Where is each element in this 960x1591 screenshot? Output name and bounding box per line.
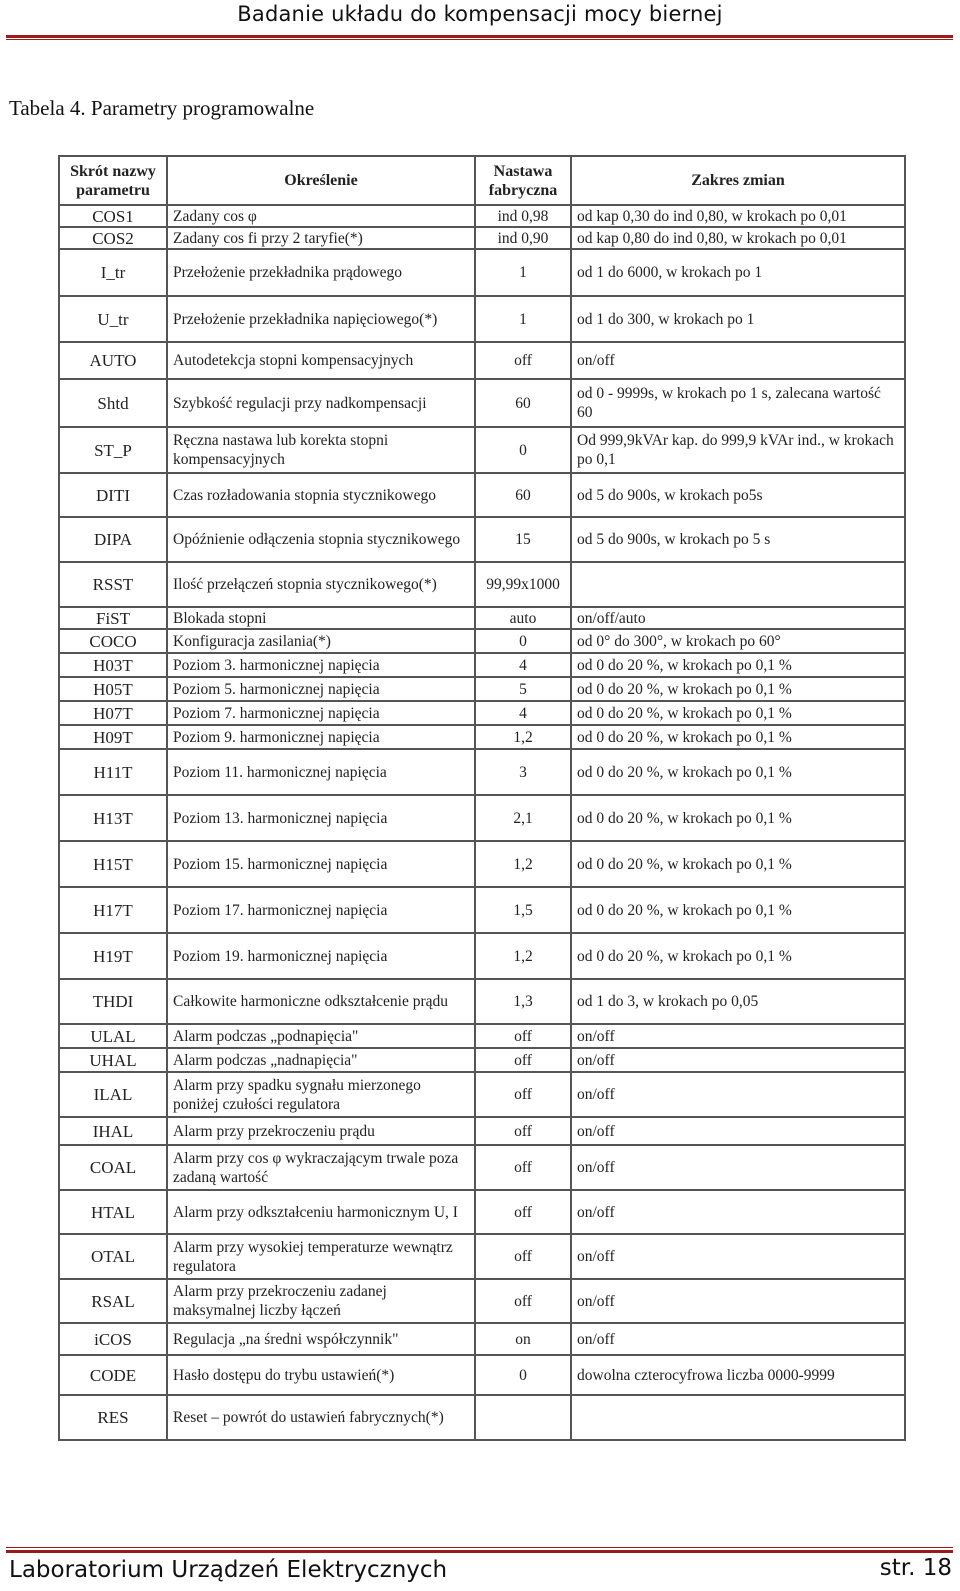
cell-factory-default: off	[475, 1117, 571, 1145]
cell-range: on/off	[571, 1234, 905, 1279]
cell-factory-default: off	[475, 1145, 571, 1190]
cell-range	[571, 562, 905, 607]
cell-description: Ręczna nastawa lub korekta stopni kompensacyjnych	[167, 427, 475, 473]
cell-range: od kap 0,30 do ind 0,80, w krokach po 0,01	[571, 205, 905, 227]
cell-factory-default: 1,2	[475, 841, 571, 887]
cell-factory-default: off	[475, 1072, 571, 1117]
cell-description: Poziom 13. harmonicznej napięcia	[167, 795, 475, 841]
cell-description: Alarm przy przekroczeniu prądu	[167, 1117, 475, 1145]
cell-range: on/off	[571, 1145, 905, 1190]
cell-description: Przełożenie przekładnika napięciowego(*)	[167, 296, 475, 342]
cell-factory-default: 99,99x1000	[475, 562, 571, 607]
cell-factory-default: 1,5	[475, 887, 571, 933]
cell-parameter-code: OTAL	[59, 1234, 167, 1279]
cell-range: on/off	[571, 1323, 905, 1355]
cell-description: Alarm przy spadku sygnału mierzonego poniżej czułości regulatora	[167, 1072, 475, 1117]
cell-range: on/off	[571, 1279, 905, 1323]
cell-factory-default: off	[475, 1279, 571, 1323]
cell-range: on/off	[571, 342, 905, 379]
table-body	[59, 205, 905, 1440]
cell-parameter-code: DIPA	[59, 517, 167, 562]
cell-factory-default: 3	[475, 749, 571, 795]
cell-factory-default: 0	[475, 629, 571, 653]
cell-parameter-code: RES	[59, 1395, 167, 1440]
cell-factory-default: 4	[475, 653, 571, 677]
cell-factory-default: off	[475, 1190, 571, 1234]
cell-factory-default: 1,2	[475, 933, 571, 979]
cell-description: Alarm przy przekroczeniu zadanej maksymalnej liczby łączeń	[167, 1279, 475, 1323]
cell-parameter-code: HTAL	[59, 1190, 167, 1234]
table-row	[59, 473, 905, 517]
cell-description: Alarm przy cos φ wykraczającym trwale poza zadaną wartość	[167, 1145, 475, 1190]
cell-parameter-code: H05T	[59, 677, 167, 701]
cell-factory-default: on	[475, 1323, 571, 1355]
cell-parameter-code: COS2	[59, 227, 167, 249]
table-row	[59, 227, 905, 249]
cell-parameter-code: DITI	[59, 473, 167, 517]
header-rule	[6, 35, 953, 38]
cell-description: Zadany cos fi przy 2 taryfie(*)	[167, 227, 475, 249]
table-row	[59, 1323, 905, 1355]
cell-description: Regulacja „na średni współczynnik"	[167, 1323, 475, 1355]
table-row	[59, 653, 905, 677]
cell-description: Poziom 9. harmonicznej napięcia	[167, 725, 475, 749]
table-row	[59, 979, 905, 1024]
table-row	[59, 1190, 905, 1234]
cell-description: Ilość przełączeń stopnia stycznikowego(*)	[167, 562, 475, 607]
cell-range: od 0 do 20 %, w krokach po 0,1 %	[571, 749, 905, 795]
cell-parameter-code: RSAL	[59, 1279, 167, 1323]
cell-description: Czas rozładowania stopnia stycznikowego	[167, 473, 475, 517]
cell-parameter-code: CODE	[59, 1355, 167, 1395]
cell-factory-default: auto	[475, 607, 571, 629]
cell-factory-default: off	[475, 1024, 571, 1048]
cell-range: od 1 do 300, w krokach po 1	[571, 296, 905, 342]
table-row	[59, 725, 905, 749]
cell-parameter-code: RSST	[59, 562, 167, 607]
cell-factory-default: off	[475, 342, 571, 379]
cell-parameter-code: THDI	[59, 979, 167, 1024]
cell-description: Alarm podczas „podnapięcia"	[167, 1024, 475, 1048]
cell-parameter-code: ULAL	[59, 1024, 167, 1048]
cell-description: Autodetekcja stopni kompensacyjnych	[167, 342, 475, 379]
footer-page-number: str. 18	[879, 1555, 952, 1581]
cell-factory-default: 1	[475, 249, 571, 296]
cell-parameter-code: U_tr	[59, 296, 167, 342]
cell-description: Poziom 7. harmonicznej napięcia	[167, 701, 475, 725]
table-row	[59, 342, 905, 379]
table-row	[59, 1395, 905, 1440]
column-header-range: Zakres zmian	[571, 156, 905, 205]
cell-description: Poziom 5. harmonicznej napięcia	[167, 677, 475, 701]
cell-parameter-code: H09T	[59, 725, 167, 749]
cell-range: od 0 do 20 %, w krokach po 0,1 %	[571, 725, 905, 749]
cell-description: Poziom 19. harmonicznej napięcia	[167, 933, 475, 979]
cell-factory-default: ind 0,98	[475, 205, 571, 227]
table-caption: Tabela 4. Parametry programowalne	[9, 96, 315, 120]
table-row	[59, 607, 905, 629]
cell-factory-default	[475, 1395, 571, 1440]
cell-parameter-code: ILAL	[59, 1072, 167, 1117]
footer-rule-thin	[6, 1547, 953, 1548]
cell-parameter-code: COCO	[59, 629, 167, 653]
table-row	[59, 887, 905, 933]
cell-description: Opóźnienie odłączenia stopnia stycznikowego	[167, 517, 475, 562]
cell-factory-default: 60	[475, 379, 571, 427]
cell-description: Całkowite harmoniczne odkształcenie prądu	[167, 979, 475, 1024]
cell-range	[571, 1395, 905, 1440]
cell-range: od 0 do 20 %, w krokach po 0,1 %	[571, 933, 905, 979]
cell-range: od 5 do 900s, w krokach po5s	[571, 473, 905, 517]
cell-parameter-code: FiST	[59, 607, 167, 629]
cell-range: od 1 do 3, w krokach po 0,05	[571, 979, 905, 1024]
cell-description: Alarm przy wysokiej temperaturze wewnątrz regulatora	[167, 1234, 475, 1279]
cell-range: on/off	[571, 1117, 905, 1145]
cell-factory-default: 15	[475, 517, 571, 562]
table-row	[59, 1117, 905, 1145]
cell-range: od 1 do 6000, w krokach po 1	[571, 249, 905, 296]
cell-range: od 0 - 9999s, w krokach po 1 s, zalecana wartość 60	[571, 379, 905, 427]
cell-parameter-code: H03T	[59, 653, 167, 677]
cell-range: od 5 do 900s, w krokach po 5 s	[571, 517, 905, 562]
cell-factory-default: off	[475, 1048, 571, 1072]
cell-description: Blokada stopni	[167, 607, 475, 629]
table-header-row	[59, 156, 905, 205]
table-row	[59, 205, 905, 227]
table-row	[59, 379, 905, 427]
cell-parameter-code: COS1	[59, 205, 167, 227]
table-row	[59, 296, 905, 342]
cell-description: Poziom 11. harmonicznej napięcia	[167, 749, 475, 795]
cell-description: Poziom 17. harmonicznej napięcia	[167, 887, 475, 933]
table-row	[59, 1072, 905, 1117]
cell-factory-default: 0	[475, 427, 571, 473]
cell-range: od 0 do 20 %, w krokach po 0,1 %	[571, 841, 905, 887]
cell-range: on/off/auto	[571, 607, 905, 629]
table-row	[59, 1024, 905, 1048]
table-row	[59, 629, 905, 653]
cell-description: Alarm podczas „nadnapięcia"	[167, 1048, 475, 1072]
table-row	[59, 701, 905, 725]
table-row	[59, 1234, 905, 1279]
cell-range: Od 999,9kVAr kap. do 999,9 kVAr ind., w krokach po 0,1	[571, 427, 905, 473]
column-header-description: Określenie	[167, 156, 475, 205]
cell-factory-default: 4	[475, 701, 571, 725]
cell-parameter-code: H19T	[59, 933, 167, 979]
cell-parameter-code: IHAL	[59, 1117, 167, 1145]
table-row	[59, 841, 905, 887]
cell-parameter-code: H17T	[59, 887, 167, 933]
cell-parameter-code: iCOS	[59, 1323, 167, 1355]
cell-description: Poziom 15. harmonicznej napięcia	[167, 841, 475, 887]
table-row	[59, 249, 905, 296]
cell-description: Szybkość regulacji przy nadkompensacji	[167, 379, 475, 427]
cell-range: od 0° do 300°, w krokach po 60°	[571, 629, 905, 653]
cell-factory-default: 2,1	[475, 795, 571, 841]
cell-description: Poziom 3. harmonicznej napięcia	[167, 653, 475, 677]
cell-range: od 0 do 20 %, w krokach po 0,1 %	[571, 887, 905, 933]
cell-description: Reset – powrót do ustawień fabrycznych(*)	[167, 1395, 475, 1440]
table-row	[59, 749, 905, 795]
cell-description: Zadany cos φ	[167, 205, 475, 227]
cell-factory-default: off	[475, 1234, 571, 1279]
footer-rule	[6, 1550, 953, 1553]
table-row	[59, 933, 905, 979]
cell-range: on/off	[571, 1190, 905, 1234]
table-row	[59, 1279, 905, 1323]
cell-parameter-code: Shtd	[59, 379, 167, 427]
cell-range: od kap 0,80 do ind 0,80, w krokach po 0,01	[571, 227, 905, 249]
cell-factory-default: ind 0,90	[475, 227, 571, 249]
cell-range: on/off	[571, 1072, 905, 1117]
cell-range: od 0 do 20 %, w krokach po 0,1 %	[571, 653, 905, 677]
parameters-table	[58, 155, 906, 1441]
cell-parameter-code: ST_P	[59, 427, 167, 473]
cell-parameter-code: H13T	[59, 795, 167, 841]
cell-range: od 0 do 20 %, w krokach po 0,1 %	[571, 677, 905, 701]
parameters-table-container	[58, 155, 904, 1441]
cell-description: Alarm przy odkształceniu harmonicznym U, I	[167, 1190, 475, 1234]
page-header-title: Badanie układu do kompensacji mocy biernej	[237, 2, 723, 26]
cell-description: Konfiguracja zasilania(*)	[167, 629, 475, 653]
cell-factory-default: 1	[475, 296, 571, 342]
header-rule-thin	[6, 39, 953, 40]
cell-range: od 0 do 20 %, w krokach po 0,1 %	[571, 701, 905, 725]
table-row	[59, 795, 905, 841]
column-header-default: Nastawa fabryczna	[475, 156, 571, 205]
cell-range: od 0 do 20 %, w krokach po 0,1 %	[571, 795, 905, 841]
cell-description: Przełożenie przekładnika prądowego	[167, 249, 475, 296]
cell-parameter-code: H11T	[59, 749, 167, 795]
table-row	[59, 517, 905, 562]
cell-parameter-code: I_tr	[59, 249, 167, 296]
cell-parameter-code: AUTO	[59, 342, 167, 379]
cell-parameter-code: COAL	[59, 1145, 167, 1190]
table-row	[59, 562, 905, 607]
table-row	[59, 427, 905, 473]
cell-parameter-code: H07T	[59, 701, 167, 725]
cell-factory-default: 1,3	[475, 979, 571, 1024]
cell-range: on/off	[571, 1048, 905, 1072]
cell-parameter-code: UHAL	[59, 1048, 167, 1072]
cell-factory-default: 5	[475, 677, 571, 701]
cell-description: Hasło dostępu do trybu ustawień(*)	[167, 1355, 475, 1395]
table-row	[59, 677, 905, 701]
cell-range: dowolna czterocyfrowa liczba 0000-9999	[571, 1355, 905, 1395]
cell-factory-default: 60	[475, 473, 571, 517]
footer-lab-name: Laboratorium Urządzeń Elektrycznych	[9, 1557, 448, 1583]
cell-parameter-code: H15T	[59, 841, 167, 887]
column-header-code: Skrót nazwy parametru	[59, 156, 167, 205]
table-row	[59, 1145, 905, 1190]
cell-factory-default: 0	[475, 1355, 571, 1395]
table-row	[59, 1048, 905, 1072]
cell-range: on/off	[571, 1024, 905, 1048]
cell-factory-default: 1,2	[475, 725, 571, 749]
table-row	[59, 1355, 905, 1395]
